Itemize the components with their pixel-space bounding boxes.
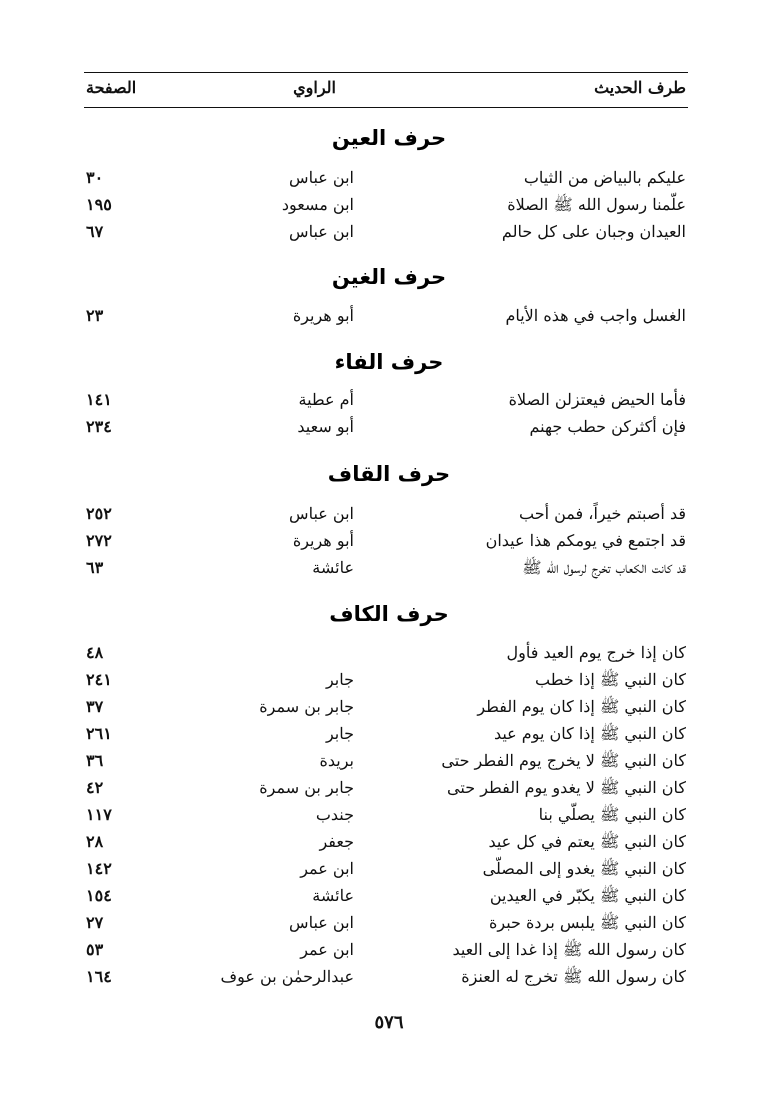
page-ref: ٢٤١ — [86, 670, 112, 689]
narrator-name: جعفر — [319, 832, 354, 851]
page-ref: ١٦٤ — [86, 967, 112, 986]
page-ref: ١٩٥ — [86, 195, 112, 214]
page-ref: ١١٧ — [86, 805, 112, 824]
page-ref: ٢٣ — [86, 306, 104, 325]
narrator-name: ابن عمر — [300, 859, 354, 878]
index-row — [84, 697, 688, 723]
page-ref: ١٤٢ — [86, 859, 112, 878]
narrator-column-header: الراوي — [293, 78, 336, 97]
hadith-text: كان النبي ﷺ يعتم في كل عيد — [488, 832, 686, 851]
narrator-name: بريدة — [319, 751, 354, 770]
page-ref: ٢٧٢ — [86, 531, 112, 550]
narrator-name: أبو هريرة — [292, 306, 354, 325]
hadith-text: قد اجتمع في يومكم هذا عيدان — [485, 531, 686, 550]
index-row — [84, 859, 688, 885]
index-row — [84, 558, 688, 584]
narrator-name: عبدالرحمٰن بن عوف — [220, 967, 354, 986]
hadith-text: كان النبي ﷺ يلبس بردة حبرة — [488, 913, 686, 932]
narrator-name: ابن عمر — [300, 940, 354, 959]
page-ref: ٤٨ — [86, 643, 104, 662]
index-row — [84, 967, 688, 993]
section-title: حرف العين — [331, 126, 447, 150]
hadith-text: كان النبي ﷺ يصلّي بنا — [538, 805, 686, 824]
hadith-text: كان النبي ﷺ إذا كان يوم عيد — [493, 724, 686, 743]
hadith-text: عليكم بالبياض من الثياب — [523, 168, 686, 187]
page-ref: ١٤١ — [86, 390, 112, 409]
narrator-name: ابن عباس — [289, 913, 354, 932]
index-row — [84, 778, 688, 804]
narrator-name: أم عطية — [298, 390, 354, 409]
page-ref: ٤٢ — [86, 778, 104, 797]
index-row — [84, 805, 688, 831]
page-ref: ٥٣ — [86, 940, 104, 959]
page-ref: ٣٧ — [86, 697, 104, 716]
index-row — [84, 886, 688, 912]
narrator-name: ابن عباس — [289, 168, 354, 187]
page-ref: ٦٧ — [86, 222, 104, 241]
index-row — [84, 504, 688, 530]
index-row — [84, 417, 688, 443]
narrator-name: ابن عباس — [289, 222, 354, 241]
index-row — [84, 390, 688, 416]
index-row — [84, 670, 688, 696]
section-title: حرف الفاء — [334, 350, 444, 374]
hadith-text: كان النبي ﷺ لا يخرج يوم الفطر حتى — [441, 751, 686, 770]
index-row — [84, 832, 688, 858]
hadith-text: كان النبي ﷺ لا يغدو يوم الفطر حتى — [447, 778, 686, 797]
hadith-column-header: طرف الحديث — [594, 78, 686, 97]
hadith-text: كان النبي ﷺ إذا كان يوم الفطر — [477, 697, 686, 716]
index-row — [84, 643, 688, 669]
page-number: ٥٧٦ — [374, 1012, 404, 1033]
page-ref: ٢٨ — [86, 832, 104, 851]
hadith-text: فأما الحيض فيعتزلن الصلاة — [508, 390, 686, 409]
hadith-text: كان إذا خرج يوم العيد فأول — [506, 643, 686, 662]
narrator-name: ابن مسعود — [281, 195, 354, 214]
index-row — [84, 751, 688, 777]
hadith-text: علّمنا رسول الله ﷺ الصلاة — [507, 195, 686, 214]
narrator-name: عائشة — [312, 558, 354, 577]
narrator-name: جندب — [315, 805, 354, 824]
page-ref: ٢٥٢ — [86, 504, 112, 523]
narrator-name: جابر — [325, 724, 354, 743]
narrator-name: أبو سعيد — [297, 417, 354, 436]
page-ref: ٣٦ — [86, 751, 104, 770]
hadith-text: كان رسول الله ﷺ تخرج له العنزة — [461, 967, 686, 986]
narrator-name: ابن عباس — [289, 504, 354, 523]
index-row — [84, 531, 688, 557]
table-header — [84, 72, 688, 108]
hadith-text: العيدان وجبان على كل حالم — [501, 222, 686, 241]
hadith-text: كان النبي ﷺ يغدو إلى المصلّى — [482, 859, 686, 878]
index-row — [84, 222, 688, 248]
index-row — [84, 724, 688, 750]
page-ref: ٢٣٤ — [86, 417, 112, 436]
index-row — [84, 195, 688, 221]
narrator-name: جابر بن سمرة — [259, 778, 354, 797]
page-column-header: الصفحة — [86, 78, 137, 97]
page-ref: ٢٧ — [86, 913, 104, 932]
hadith-text: قد كانت الكعاب تخرج لرسول الله ﷺ — [522, 558, 686, 577]
index-row — [84, 306, 688, 332]
page-ref: ١٥٤ — [86, 886, 112, 905]
page-ref: ٣٠ — [86, 168, 104, 187]
page-ref: ٦٣ — [86, 558, 104, 577]
hadith-text: كان رسول الله ﷺ إذا غدا إلى العيد — [452, 940, 686, 959]
hadith-text: فإن أكثركن حطب جهنم — [529, 417, 686, 436]
hadith-text: كان النبي ﷺ يكبّر في العيدين — [489, 886, 686, 905]
hadith-text: الغسل واجب في هذه الأيام — [505, 306, 686, 325]
index-row — [84, 940, 688, 966]
section-title: حرف القاف — [327, 462, 451, 486]
section-title: حرف الكاف — [329, 602, 449, 626]
index-row — [84, 913, 688, 939]
narrator-name: أبو هريرة — [292, 531, 354, 550]
hadith-text: قد أصبتم خيراً، فمن أحب — [518, 504, 686, 523]
index-row — [84, 168, 688, 194]
narrator-name: جابر — [325, 670, 354, 689]
narrator-name: جابر بن سمرة — [259, 697, 354, 716]
page-ref: ٢٦١ — [86, 724, 112, 743]
hadith-text: كان النبي ﷺ إذا خطب — [535, 670, 686, 689]
narrator-name: عائشة — [312, 886, 354, 905]
section-title: حرف الغين — [331, 265, 447, 289]
